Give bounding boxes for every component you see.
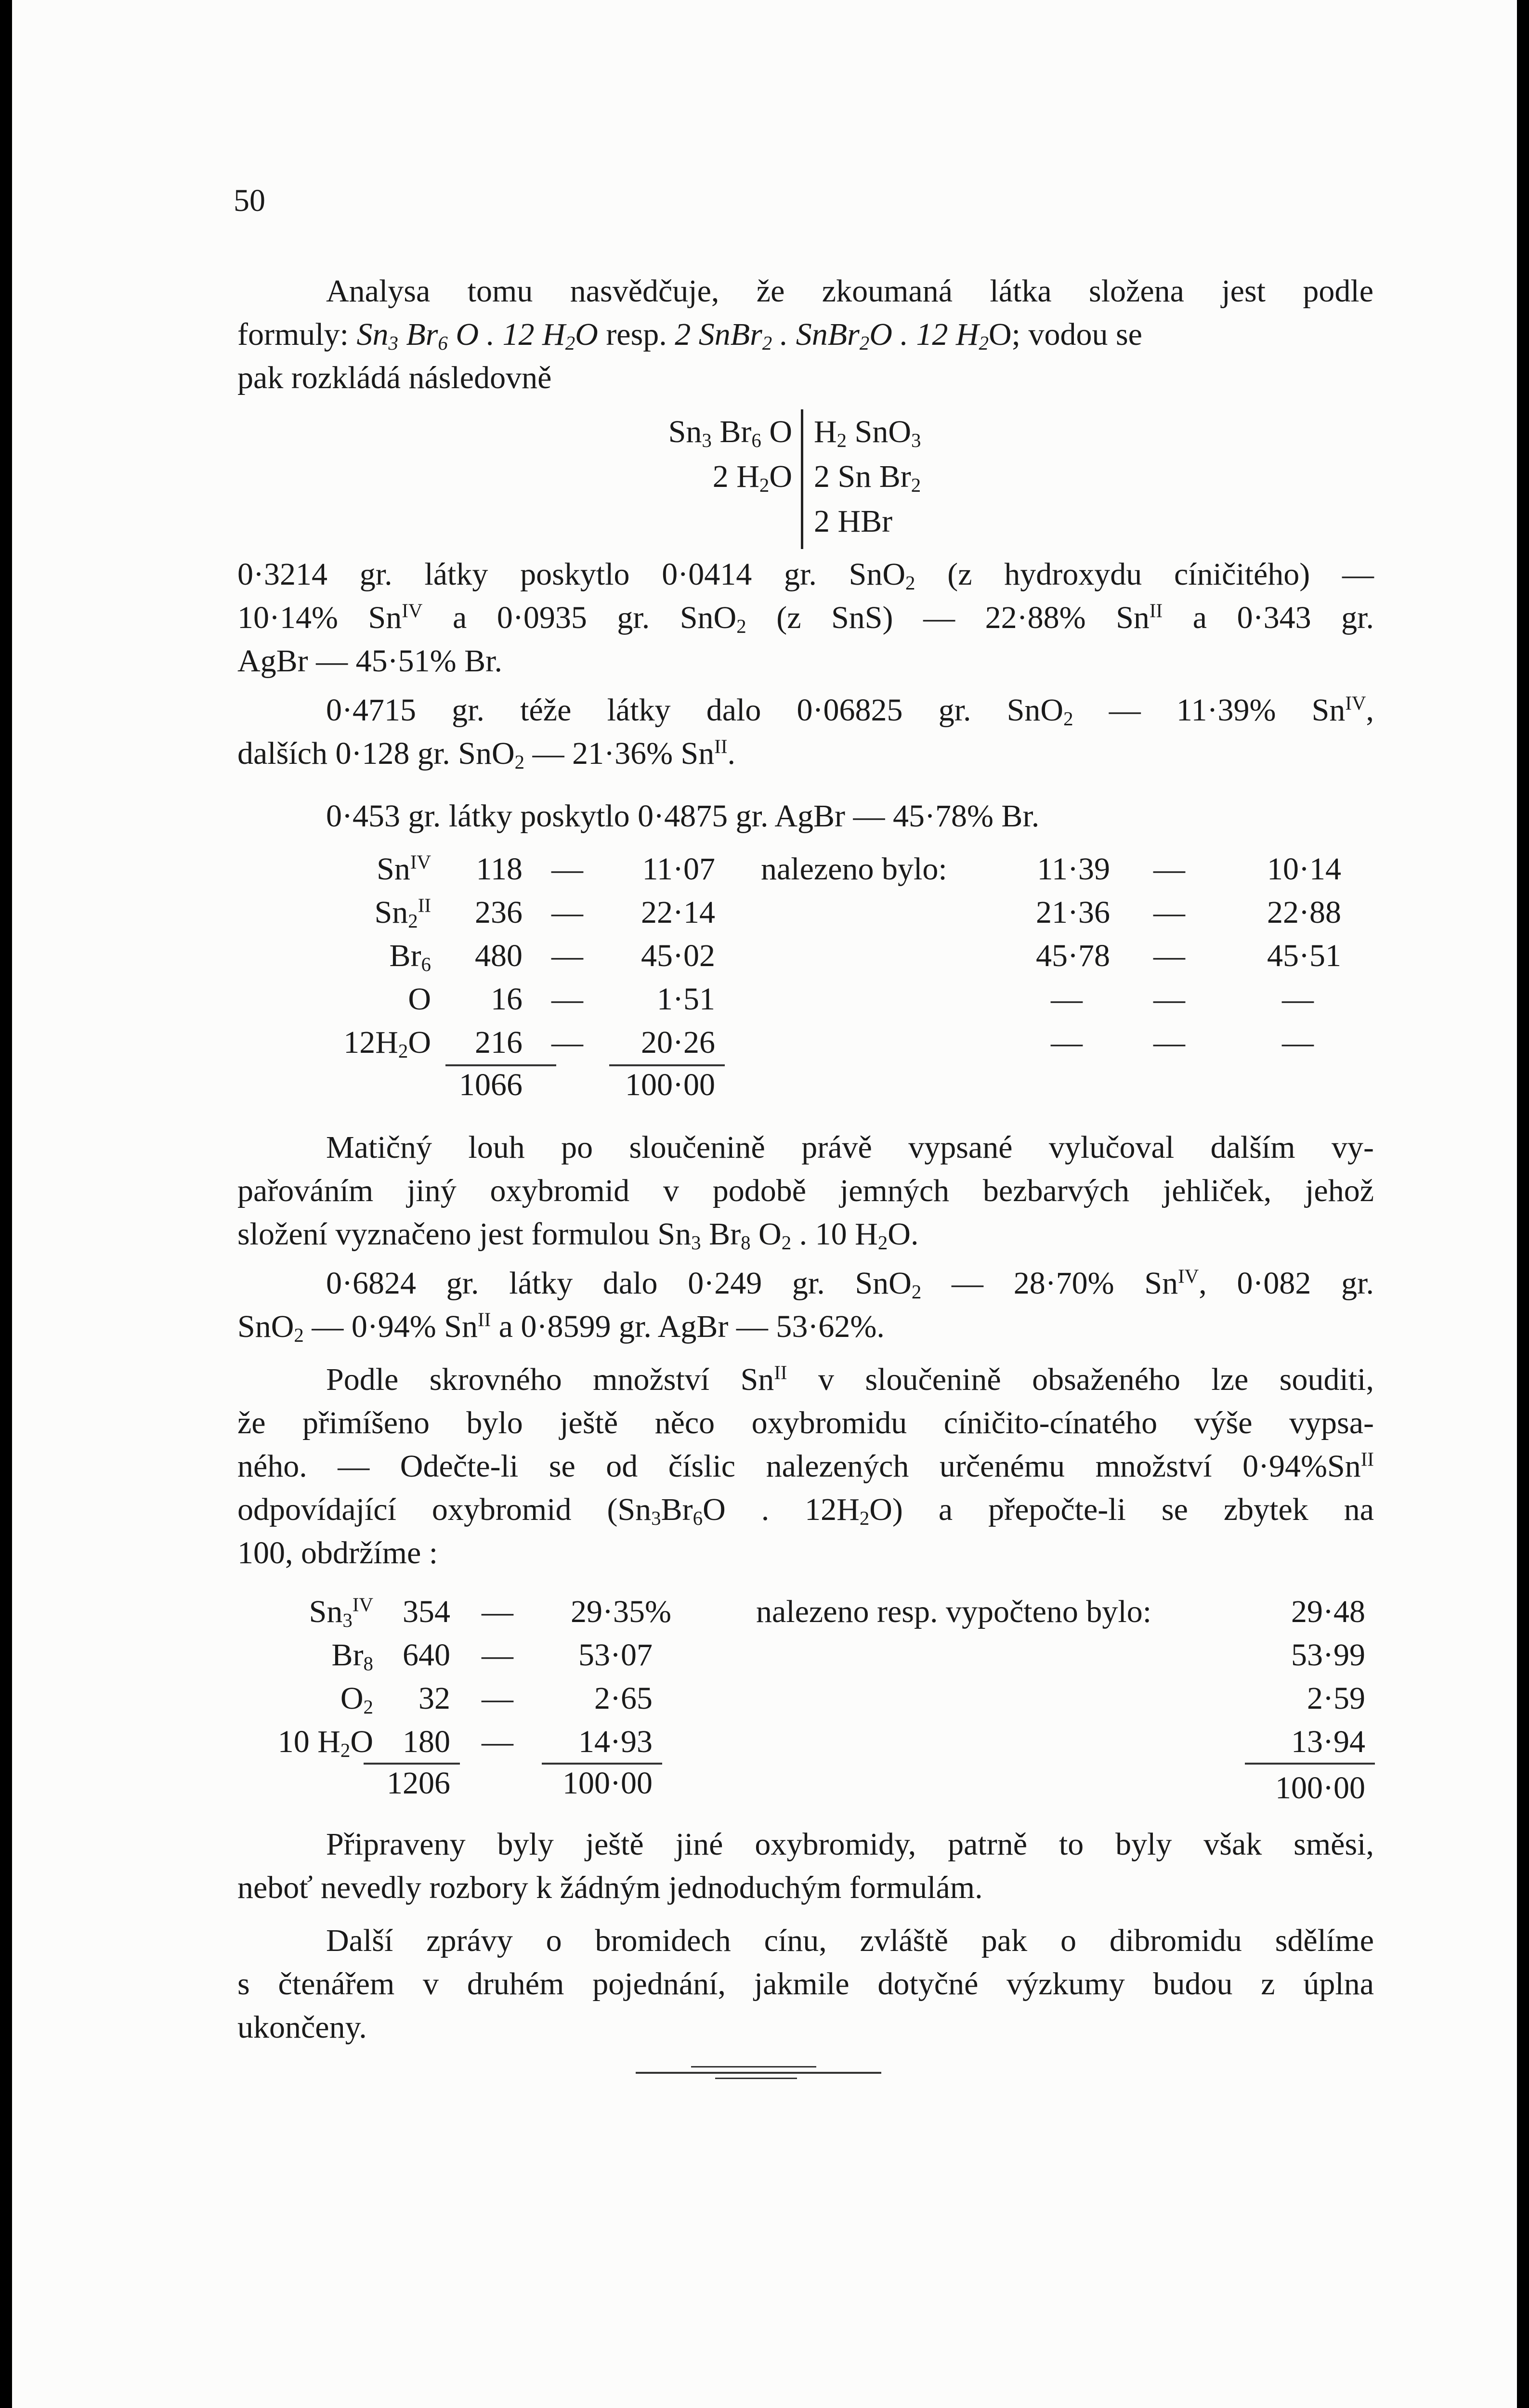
- t2-weight: 640: [403, 1637, 450, 1673]
- t1-found-2: —: [1282, 1025, 1314, 1060]
- t2-rule: [1245, 1763, 1375, 1765]
- t2-weight: 32: [418, 1681, 450, 1716]
- intro-line-3: pak rozkládá následovně: [237, 360, 552, 395]
- t1-percent: 22·14: [641, 895, 715, 930]
- pripraveny-line-2: neboť nevedly rozbory k žádným jednoduchým formulám.: [237, 1870, 983, 1905]
- podle-line-2: že přimíšeno bylo ještě něco oxybromidu cíničito-cínatého výše vypsa-: [237, 1405, 1374, 1440]
- scheme-right-1: $H_2$ SnO$_3$: [814, 414, 921, 452]
- podle-line-5: 100, obdržíme :: [237, 1535, 438, 1570]
- t1-found-2: 10·14: [1267, 851, 1341, 887]
- t1-dash: —: [551, 851, 583, 887]
- t2-dash: —: [482, 1637, 513, 1673]
- scheme-divider: [801, 409, 803, 549]
- t1-percent: 11·07: [642, 851, 715, 887]
- scheme-left-2: 2 $H_2O$: [712, 459, 792, 497]
- t2-found: 29·48: [1291, 1594, 1365, 1629]
- t1-weight: 216: [475, 1025, 523, 1060]
- page-number: 50: [234, 183, 265, 218]
- t2-dash: —: [482, 1724, 513, 1759]
- scheme-right-3: 2 HBr: [814, 504, 893, 539]
- analysis1-line-2: 10·14% $Sn^{IV}$ a 0·0935 gr. SnO$_2$ (z SnS) — 22·88% $Sn^{II}$ a 0·343 gr.: [237, 600, 1374, 638]
- t1-dash: —: [1153, 1025, 1185, 1060]
- t2-percent: 53·07: [578, 1637, 653, 1673]
- t1-found-1: 45·78: [1036, 938, 1110, 973]
- t1-dash: —: [551, 938, 583, 973]
- t2-el: $Sn_3^{IV}$: [309, 1594, 373, 1632]
- analysis2-line-2: dalších 0·128 gr. SnO$_2$ — 21·36% $Sn^{II}$.: [237, 735, 736, 773]
- t1-weight: 118: [476, 851, 523, 887]
- dalsi-line-2: s čtenářem v druhém pojednání, jakmile dotyčné výzkumy budou z úplna: [237, 1966, 1374, 2002]
- dalsi-line-3: ukončeny.: [237, 2010, 367, 2045]
- t1-found-1: 11·39: [1037, 851, 1110, 887]
- t1-dash: —: [1153, 851, 1185, 887]
- scheme-right-2: 2 Sn $Br_2$: [814, 459, 921, 497]
- t1-found-2: —: [1282, 982, 1314, 1017]
- t2-el: $O_2$: [340, 1681, 373, 1718]
- t1-el: $Sn^{IV}$: [377, 851, 431, 887]
- t1-found-1: 21·36: [1036, 895, 1110, 930]
- t1-found-2: 22·88: [1267, 895, 1341, 930]
- t2-found: 13·94: [1291, 1724, 1365, 1759]
- t1-dash: —: [551, 1025, 583, 1060]
- t1-el: $Br_6$: [389, 938, 431, 976]
- t1-el: $Sn_2^{II}$: [374, 894, 431, 932]
- t2-found: 53·99: [1291, 1637, 1365, 1673]
- maticny-line-3: složení vyznačeno jest formulou $Sn_3$ $Br_8$ $O_2$ . 10 $H_2O$.: [237, 1217, 919, 1254]
- t2-percent: 14·93: [578, 1724, 653, 1759]
- scheme-left-1: $Sn_3$ $Br_6$ O: [668, 414, 792, 452]
- page: [12, 0, 1517, 2408]
- t1-dash: —: [551, 895, 583, 930]
- t2-total-weight: 1206: [387, 1766, 450, 1801]
- t2-found: 2·59: [1307, 1681, 1365, 1716]
- t2-found-label: nalezeno resp. vypočteno bylo:: [756, 1594, 1152, 1629]
- t1-weight: 236: [475, 895, 523, 930]
- t1-total-weight: 1066: [459, 1067, 523, 1102]
- maticny-line-1: Matičný louh po sloučenině právě vypsané vylučoval dalším vy-: [326, 1130, 1374, 1165]
- dalsi-line-1: Další zprávy o bromidech cínu, zvláště pak o dibromidu sdělíme: [326, 1923, 1374, 1958]
- maticny-line-2: pařováním jiný oxybromid v podobě jemných bezbarvých jehliček, jehož: [237, 1173, 1374, 1208]
- t1-found-1: —: [1051, 1025, 1083, 1060]
- t1-el: O: [408, 982, 431, 1017]
- t2-el: $Br_8$: [331, 1637, 373, 1675]
- t2-weight: 354: [403, 1594, 450, 1629]
- t1-dash: —: [551, 982, 583, 1017]
- t2-total-found: 100·00: [1275, 1770, 1365, 1806]
- t1-dash: —: [1153, 895, 1185, 930]
- t2-el: 10 $H_2O$: [277, 1724, 373, 1762]
- podle-line-1: Podle skrovného množství $Sn^{II}$ v sloučenině obsaženého lze souditi,: [326, 1361, 1374, 1397]
- t2-percent: 29·35%: [571, 1594, 671, 1629]
- t1-weight: 480: [475, 938, 523, 973]
- intro-line-2: formuly: $Sn_3$ $Br_6$ O . 12 $H_2O$ resp. 2 SnBr$_2$ . SnBr$_2$O . 12 $H_2O$; vodou se: [237, 317, 1142, 354]
- t1-weight: 16: [491, 982, 523, 1017]
- t1-found-1: —: [1051, 982, 1083, 1017]
- analysis3-line-1: 0·453 gr. látky poskytlo 0·4875 gr. AgBr — 45·78% Br.: [326, 798, 1040, 834]
- t2-total-percent: 100·00: [562, 1766, 653, 1801]
- analysis4-line-2: SnO$_2$ — 0·94% $Sn^{II}$ a 0·8599 gr. AgBr — 53·62%.: [237, 1309, 885, 1347]
- t1-found-2: 45·51: [1267, 938, 1341, 973]
- analysis4-line-1: 0·6824 gr. látky dalo 0·249 gr. SnO$_2$ — 28·70% $Sn^{IV}$, 0·082 gr.: [326, 1265, 1374, 1303]
- t1-total-percent: 100·00: [625, 1067, 715, 1102]
- analysis1-line-1: 0·3214 gr. látky poskytlo 0·0414 gr. SnO$_2$ (z hydroxydu cíničitého) —: [237, 557, 1374, 594]
- pripraveny-line-1: Připraveny byly ještě jiné oxybromidy, patrně to byly však směsi,: [326, 1827, 1374, 1862]
- t1-el: $12H_2O$: [343, 1025, 431, 1062]
- t1-found-label: nalezeno bylo:: [761, 851, 947, 887]
- t1-percent: 1·51: [657, 982, 715, 1017]
- t1-dash: —: [1153, 982, 1185, 1017]
- t2-dash: —: [482, 1594, 513, 1629]
- t2-percent: 2·65: [594, 1681, 653, 1716]
- intro-line-1: Analysa tomu nasvědčuje, že zkoumaná látka složena jest podle: [326, 274, 1373, 309]
- podle-line-4: odpovídající oxybromid ($Sn_3Br_6O$ . $12H_2O$) a přepočte-li se zbytek na: [237, 1492, 1374, 1530]
- t1-percent: 20·26: [641, 1025, 715, 1060]
- podle-line-3: ného. — Odečte-li se od číslic nalezených určenému množství $0\cdot 94\%Sn^{II}$: [237, 1448, 1374, 1484]
- t2-weight: 180: [403, 1724, 450, 1759]
- analysis2-line-1: 0·4715 gr. téže látky dalo 0·06825 gr. SnO$_2$ — 11·39% $Sn^{IV}$,: [326, 692, 1374, 730]
- t2-dash: —: [482, 1681, 513, 1716]
- t1-percent: 45·02: [641, 938, 715, 973]
- analysis1-line-3: AgBr — 45·51% Br.: [237, 643, 502, 679]
- t1-dash: —: [1153, 938, 1185, 973]
